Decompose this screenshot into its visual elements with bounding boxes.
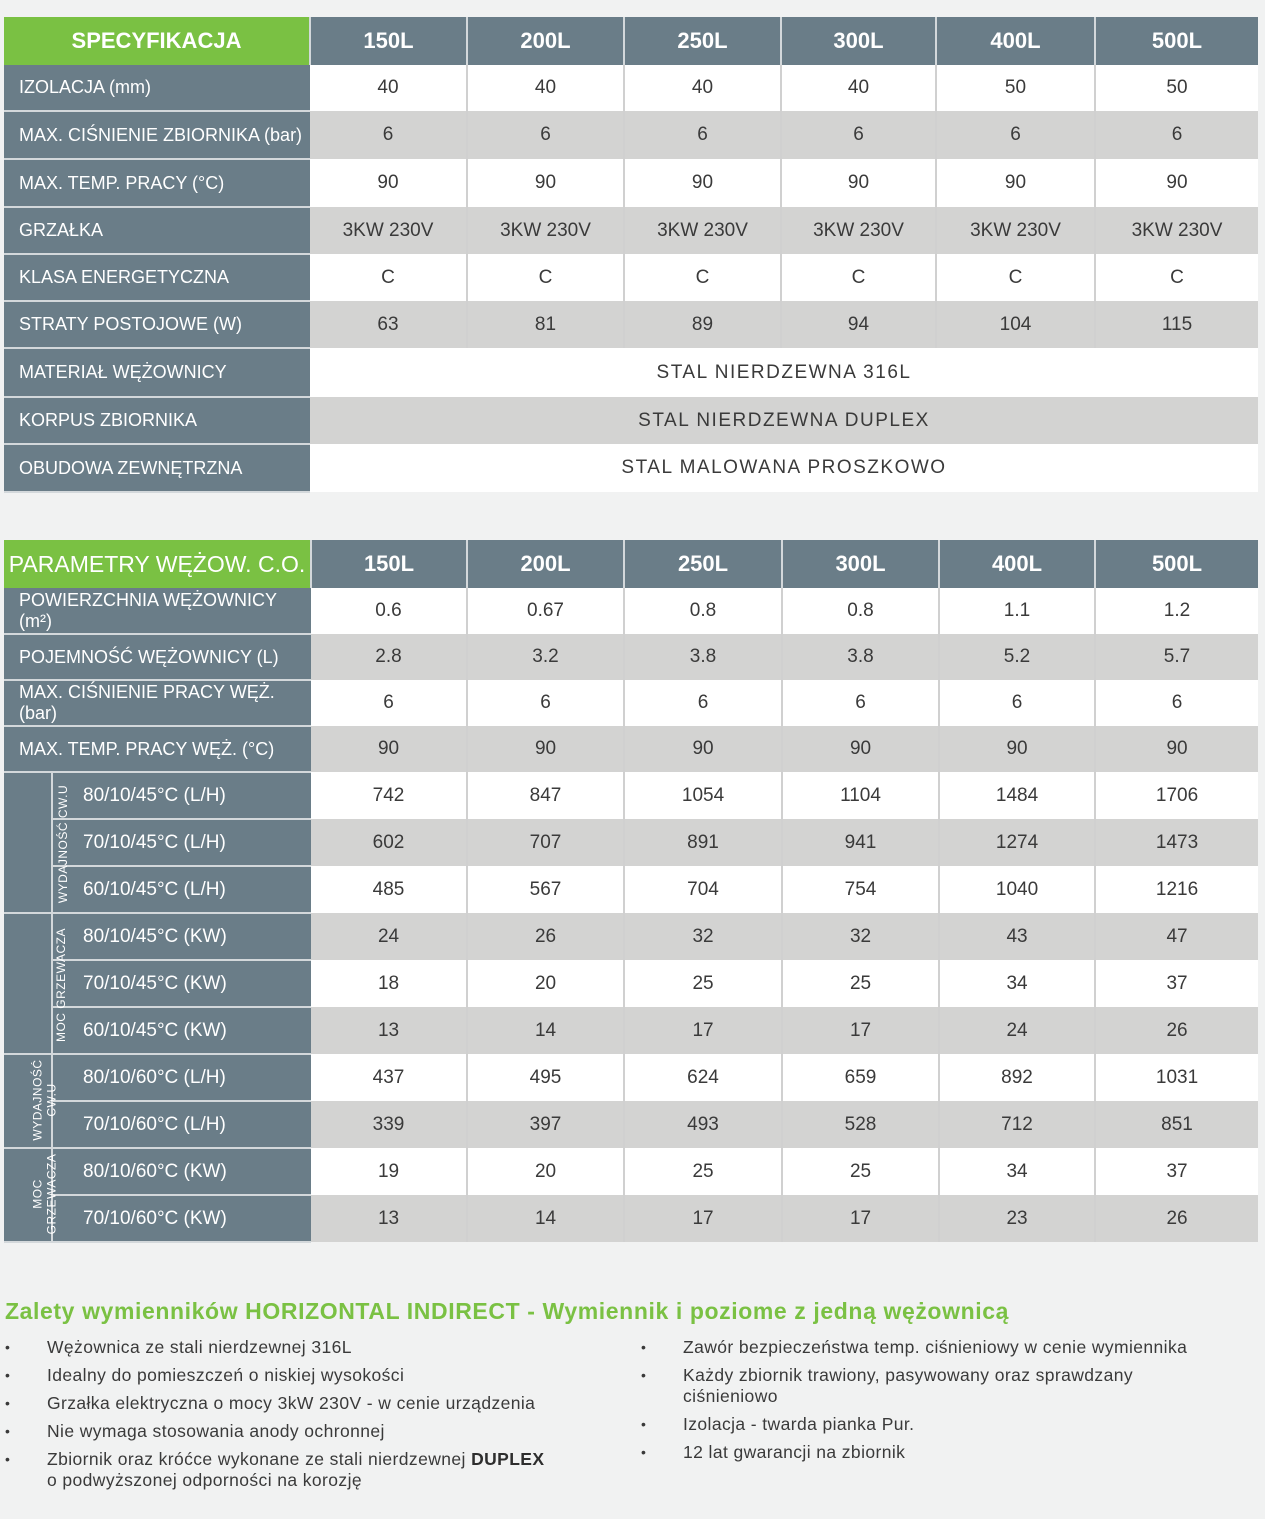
benefits-title: Zalety wymienników HORIZONTAL INDIRECT - Wymiennik i poziome z jedną wężownicą	[5, 1298, 1009, 1324]
spec-cell: C	[1095, 254, 1258, 301]
spec-row-label: MATERIAŁ WĘŻOWNICY	[4, 348, 310, 397]
params-cell: 0.8	[782, 588, 939, 634]
params-row-label: 80/10/60°C (KW)	[52, 1148, 311, 1195]
bullet-icon: •	[641, 1339, 647, 1355]
params-row-label: MAX. TEMP. PRACY WĘŻ. (°C)	[4, 726, 311, 772]
spec-row	[4, 159, 1258, 207]
benefit-text: Wężownica ze stali nierdzewnej 316L	[47, 1337, 352, 1357]
params-cell: 23	[939, 1195, 1095, 1242]
params-group-row	[4, 1101, 1258, 1148]
params-cell: 6	[939, 680, 1095, 726]
benefit-text: Grzałka elektryczna o mocy 3kW 230V - w cenie urządzenia	[47, 1393, 536, 1413]
spec-row-label: STRATY POSTOJOWE (W)	[4, 301, 310, 348]
benefits-section	[5, 1298, 1255, 1490]
params-cell: 2.8	[311, 634, 467, 680]
spec-cell: C	[467, 254, 624, 301]
params-cell: 1054	[624, 772, 782, 819]
spec-cell: 40	[781, 65, 936, 111]
params-cell: 339	[311, 1101, 467, 1148]
params-row-label: POJEMNOŚĆ WĘŻOWNICY (L)	[4, 634, 311, 680]
spec-cell: 50	[936, 65, 1095, 111]
spec-col-header: 250L	[624, 17, 781, 65]
params-cell: 26	[1095, 1007, 1258, 1054]
params-row	[4, 680, 1258, 726]
params-cell: 34	[939, 1148, 1095, 1195]
params-cell: 941	[782, 819, 939, 866]
benefit-item	[641, 1365, 1201, 1407]
params-cell: 1.2	[1095, 588, 1258, 634]
params-cell: 891	[624, 819, 782, 866]
params-cell: 3.8	[782, 634, 939, 680]
benefit-text: Idealny do pomieszczeń o niskiej wysokości	[47, 1365, 405, 1385]
params-cell: 712	[939, 1101, 1095, 1148]
params-row-label: 70/10/45°C (KW)	[52, 960, 311, 1007]
params-cell: 847	[467, 772, 624, 819]
params-cell: 18	[311, 960, 467, 1007]
spec-cell: 3KW 230V	[1095, 207, 1258, 254]
params-cell: 1473	[1095, 819, 1258, 866]
params-cell: 13	[311, 1195, 467, 1242]
bullet-icon: •	[5, 1451, 11, 1467]
params-col-header: 200L	[467, 540, 624, 588]
params-cell: 25	[782, 960, 939, 1007]
params-cell: 90	[782, 726, 939, 772]
params-cell: 704	[624, 866, 782, 913]
spec-cell: 90	[310, 159, 467, 207]
coil-parameters-table	[4, 540, 1258, 1243]
params-cell: 0.67	[467, 588, 624, 634]
params-cell: 13	[311, 1007, 467, 1054]
spec-span-row	[4, 444, 1258, 492]
params-row-label: 60/10/45°C (L/H)	[52, 866, 311, 913]
benefit-item	[641, 1442, 1201, 1463]
spec-cell: 90	[781, 159, 936, 207]
params-cell: 1484	[939, 772, 1095, 819]
params-row-label: 70/10/60°C (L/H)	[52, 1101, 311, 1148]
spec-row-label: OBUDOWA ZEWNĘTRZNA	[4, 444, 310, 492]
bullet-icon: •	[641, 1367, 647, 1383]
spec-cell: C	[310, 254, 467, 301]
params-cell: 1216	[1095, 866, 1258, 913]
bullet-icon: •	[5, 1395, 11, 1411]
params-cell: 14	[467, 1007, 624, 1054]
params-cell: 1040	[939, 866, 1095, 913]
params-cell: 1031	[1095, 1054, 1258, 1101]
params-cell: 47	[1095, 913, 1258, 960]
spec-material-value: STAL NIERDZEWNA 316L	[310, 348, 1258, 397]
spec-row-label: KORPUS ZBIORNIKA	[4, 397, 310, 444]
spec-header-row	[4, 17, 1258, 65]
params-cell: 567	[467, 866, 624, 913]
params-cell: 90	[1095, 726, 1258, 772]
params-cell: 20	[467, 1148, 624, 1195]
benefit-text: Izolacja - twarda pianka Pur.	[683, 1414, 915, 1434]
params-row-label: 70/10/60°C (KW)	[52, 1195, 311, 1242]
params-cell: 25	[782, 1148, 939, 1195]
params-cell: 90	[467, 726, 624, 772]
params-row-label: 80/10/60°C (L/H)	[52, 1054, 311, 1101]
benefits-list-right	[641, 1337, 1201, 1470]
spec-cell: C	[624, 254, 781, 301]
params-cell: 495	[467, 1054, 624, 1101]
spec-cell: 90	[1095, 159, 1258, 207]
bullet-icon: •	[641, 1444, 647, 1460]
params-cell: 659	[782, 1054, 939, 1101]
params-cell: 37	[1095, 1148, 1258, 1195]
params-cell: 14	[467, 1195, 624, 1242]
spec-cell: 6	[467, 111, 624, 159]
bullet-icon: •	[5, 1339, 11, 1355]
params-cell: 34	[939, 960, 1095, 1007]
params-cell: 3.8	[624, 634, 782, 680]
spec-cell: 50	[1095, 65, 1258, 111]
params-group-row	[4, 819, 1258, 866]
params-group-text: MOC GRZEWACZA	[30, 1153, 59, 1234]
benefit-text: 12 lat gwarancji na zbiornik	[683, 1442, 906, 1462]
params-header-title: PARAMETRY WĘŻOW. C.O.	[4, 540, 311, 588]
params-cell: 19	[311, 1148, 467, 1195]
params-group-text: WYDAJNOŚĆ CW.U	[30, 1058, 59, 1141]
spec-col-header: 150L	[310, 17, 467, 65]
spec-row-label: MAX. TEMP. PRACY (°C)	[4, 159, 310, 207]
benefit-item	[5, 1365, 605, 1386]
params-row-label: MAX. CIŚNIENIE PRACY WĘŻ. (bar)	[4, 680, 311, 726]
spec-span-row	[4, 397, 1258, 444]
spec-row	[4, 207, 1258, 254]
params-group-row	[4, 1195, 1258, 1242]
params-header-row	[4, 540, 1258, 588]
params-cell: 3.2	[467, 634, 624, 680]
spec-row-label: MAX. CIŚNIENIE ZBIORNIKA (bar)	[4, 111, 310, 159]
params-group-row	[4, 1007, 1258, 1054]
params-cell: 1706	[1095, 772, 1258, 819]
params-cell: 851	[1095, 1101, 1258, 1148]
spec-row	[4, 111, 1258, 159]
params-group-row	[4, 1054, 1258, 1101]
params-cell: 26	[1095, 1195, 1258, 1242]
benefit-item	[5, 1421, 605, 1442]
params-cell: 25	[624, 960, 782, 1007]
params-cell: 24	[311, 913, 467, 960]
params-cell: 32	[782, 913, 939, 960]
params-col-header: 400L	[939, 540, 1095, 588]
spec-cell: 94	[781, 301, 936, 348]
params-cell: 892	[939, 1054, 1095, 1101]
benefit-item	[5, 1337, 605, 1358]
spec-cell: 3KW 230V	[467, 207, 624, 254]
params-row-label: 80/10/45°C (KW)	[52, 913, 311, 960]
spec-cell: 3KW 230V	[936, 207, 1095, 254]
params-cell: 5.2	[939, 634, 1095, 680]
specification-table	[4, 17, 1258, 493]
spec-row	[4, 301, 1258, 348]
params-cell: 624	[624, 1054, 782, 1101]
spec-cell: 115	[1095, 301, 1258, 348]
benefit-item	[5, 1393, 605, 1414]
params-col-header: 500L	[1095, 540, 1258, 588]
params-cell: 90	[311, 726, 467, 772]
params-cell: 20	[467, 960, 624, 1007]
benefit-item	[641, 1414, 1201, 1435]
params-cell: 754	[782, 866, 939, 913]
params-group-row	[4, 913, 1258, 960]
benefit-item	[5, 1449, 605, 1491]
params-group-label	[4, 772, 71, 913]
benefit-item	[641, 1337, 1201, 1358]
bullet-icon: •	[5, 1367, 11, 1383]
params-cell: 24	[939, 1007, 1095, 1054]
params-cell: 6	[624, 680, 782, 726]
params-cell: 1104	[782, 772, 939, 819]
params-cell: 437	[311, 1054, 467, 1101]
params-col-header: 150L	[311, 540, 467, 588]
spec-header-title: SPECYFIKACJA	[4, 17, 310, 65]
params-group-label	[4, 913, 69, 1054]
spec-cell: 90	[467, 159, 624, 207]
spec-cell: 6	[781, 111, 936, 159]
spec-cell: C	[936, 254, 1095, 301]
params-group-label	[4, 1148, 59, 1242]
spec-row-label: IZOLACJA (mm)	[4, 65, 310, 111]
spec-row	[4, 254, 1258, 301]
params-col-header: 300L	[782, 540, 939, 588]
spec-col-header: 500L	[1095, 17, 1258, 65]
params-row	[4, 726, 1258, 772]
spec-cell: 90	[624, 159, 781, 207]
params-row-label: 70/10/45°C (L/H)	[52, 819, 311, 866]
params-col-header: 250L	[624, 540, 782, 588]
spec-cell: 3KW 230V	[310, 207, 467, 254]
params-cell: 26	[467, 913, 624, 960]
spec-material-value: STAL NIERDZEWNA DUPLEX	[310, 397, 1258, 444]
params-cell: 6	[1095, 680, 1258, 726]
spec-row	[4, 65, 1258, 111]
benefit-text: Każdy zbiornik trawiony, pasywowany oraz sprawdzany ciśnieniowo	[683, 1365, 1133, 1406]
params-cell: 17	[624, 1007, 782, 1054]
spec-cell: 3KW 230V	[781, 207, 936, 254]
bullet-icon: •	[641, 1416, 647, 1432]
params-group-label	[4, 1054, 59, 1148]
spec-cell: 6	[936, 111, 1095, 159]
spec-cell: 40	[624, 65, 781, 111]
spec-col-header: 200L	[467, 17, 624, 65]
benefit-text: Zawór bezpieczeństwa temp. ciśnieniowy w cenie wymiennika	[683, 1337, 1188, 1357]
params-cell: 6	[782, 680, 939, 726]
params-cell: 37	[1095, 960, 1258, 1007]
spec-cell: 104	[936, 301, 1095, 348]
params-group-text: WYDAJNOŚĆ CW.U	[56, 784, 71, 903]
params-cell: 528	[782, 1101, 939, 1148]
params-cell: 90	[624, 726, 782, 772]
params-row-label: 80/10/45°C (L/H)	[52, 772, 311, 819]
spec-cell: 6	[310, 111, 467, 159]
params-cell: 6	[311, 680, 467, 726]
params-cell: 6	[467, 680, 624, 726]
params-group-row	[4, 960, 1258, 1007]
params-cell: 397	[467, 1101, 624, 1148]
spec-cell: 3KW 230V	[624, 207, 781, 254]
benefit-text: Zbiornik oraz króćce wykonane ze stali nierdzewnej	[47, 1449, 472, 1469]
params-cell: 0.8	[624, 588, 782, 634]
params-cell: 5.7	[1095, 634, 1258, 680]
spec-cell: 90	[936, 159, 1095, 207]
params-cell: 707	[467, 819, 624, 866]
benefit-bold-text: DUPLEX	[471, 1449, 545, 1469]
spec-cell: 81	[467, 301, 624, 348]
spec-row-label: GRZAŁKA	[4, 207, 310, 254]
params-cell: 43	[939, 913, 1095, 960]
bullet-icon: •	[5, 1423, 11, 1439]
benefits-list-left	[5, 1337, 605, 1498]
params-cell: 1.1	[939, 588, 1095, 634]
spec-cell: 6	[624, 111, 781, 159]
spec-col-header: 300L	[781, 17, 936, 65]
spec-material-value: STAL MALOWANA PROSZKOWO	[310, 444, 1258, 492]
spec-cell: 89	[624, 301, 781, 348]
params-group-text: MOC GRZEWACZA	[54, 927, 69, 1042]
spec-cell: 63	[310, 301, 467, 348]
params-cell: 90	[939, 726, 1095, 772]
params-row-label: POWIERZCHNIA WĘŻOWNICY (m²)	[4, 588, 311, 634]
benefit-text: Nie wymaga stosowania anody ochronnej	[47, 1421, 385, 1441]
params-row-label: 60/10/45°C (KW)	[52, 1007, 311, 1054]
params-cell: 25	[624, 1148, 782, 1195]
params-cell: 485	[311, 866, 467, 913]
params-cell: 493	[624, 1101, 782, 1148]
params-cell: 0.6	[311, 588, 467, 634]
params-cell: 602	[311, 819, 467, 866]
params-cell: 17	[624, 1195, 782, 1242]
spec-span-row	[4, 348, 1258, 397]
params-cell: 17	[782, 1007, 939, 1054]
spec-cell: 6	[1095, 111, 1258, 159]
spec-cell: C	[781, 254, 936, 301]
params-cell: 1274	[939, 819, 1095, 866]
benefit-text-continued: o podwyższonej odporności na korozję	[47, 1470, 362, 1490]
params-group-row	[4, 1148, 1258, 1195]
params-row	[4, 634, 1258, 680]
params-cell: 17	[782, 1195, 939, 1242]
params-cell: 742	[311, 772, 467, 819]
spec-col-header: 400L	[936, 17, 1095, 65]
spec-cell: 40	[467, 65, 624, 111]
spec-row-label: KLASA ENERGETYCZNA	[4, 254, 310, 301]
params-row	[4, 588, 1258, 634]
spec-cell: 40	[310, 65, 467, 111]
params-group-row	[4, 772, 1258, 819]
params-cell: 32	[624, 913, 782, 960]
params-group-row	[4, 866, 1258, 913]
